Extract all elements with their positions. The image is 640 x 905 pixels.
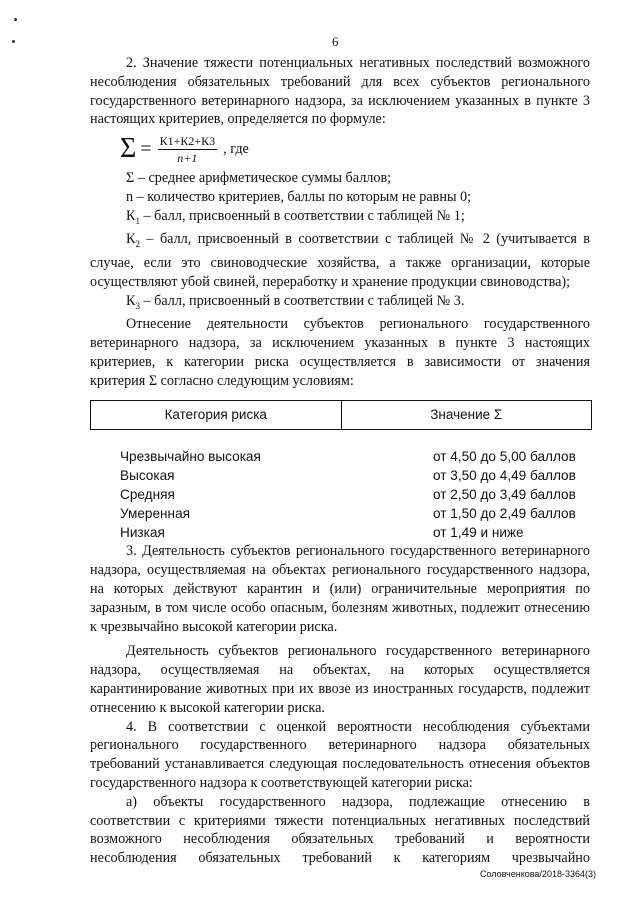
def-k1: [90, 207, 590, 231]
paragraph-4: 4. В соответствии с оценкой вероятности несоблюдения субъектами регионального государственного ветеринарного надзора обязательных требований устанавливается следующая последовательность отнесения объектов государственного надзора к соответствующей категории риска:: [90, 718, 590, 791]
category-name: Средняя: [120, 487, 175, 503]
paragraph-3: 3. Деятельность субъектов регионального государственного ветеринарного надзора, осуществляемая на объектах регионального государственного надзора, на которых действуют карантин и (или) ограничительные мероприятия по заразным, в том числе особо опасным, болезням животных, подлежит отнесению к чрезвычайно высокой категории риска.: [90, 543, 590, 635]
list-item: [120, 505, 585, 524]
k2-subscript: 2: [135, 239, 140, 250]
formula-equals: =: [140, 137, 152, 160]
scan-speck: [14, 18, 17, 21]
formula: [90, 129, 590, 169]
k3-text: – балл, присвоенный в соответствии с таблицей № 3.: [139, 292, 465, 309]
document-footer-code: Соловченкова/2018-3364(3): [480, 869, 596, 879]
scan-speck: [12, 40, 15, 43]
paragraph-4a: а) объекты государственного надзора, подлежащие отнесению в соответствии с критериями тяжести потенциальных негативных последствий возможного несоблюдения обязательных требований и вероятности несоблюдения обязательных требований к категориям чрезвычайно: [90, 793, 590, 867]
category-name: Чрезвычайно высокая: [120, 449, 261, 465]
k2-text: – балл, присвоенный в соответствии с таблицей № 2 (учитывается в случае, если это свиноводческие хозяйства, а также организации, которые осуществляют убой свиней, переработку и хранение продукции свиноводства);: [90, 231, 590, 290]
k1-subscript: 1: [135, 215, 140, 226]
category-name: Низкая: [120, 524, 165, 540]
k3-subscript: 3: [135, 300, 140, 311]
paragraph-2: 2. Значение тяжести потенциальных негативных последствий возможного несоблюдения обязательных требований для всех субъектов регионального государственного ветеринарного надзора, за исключением указанных в пункте 3 настоящих критериев, определяется по формуле:: [90, 55, 590, 128]
formula-suffix: , где: [223, 140, 249, 157]
paragraph-3b: Деятельность субъектов регионального государственного ветеринарного надзора, осуществляемая на объектах, на которых осуществляется карантинирование животных при их ввозе из иностранных государств, подлежит отнесению к высокой категории риска.: [90, 643, 590, 716]
formula-denominator: n+1: [177, 150, 198, 165]
list-item: [120, 486, 585, 505]
category-name: Высокая: [120, 468, 175, 484]
def-k3: [90, 292, 590, 316]
table-header-value: Значение Σ: [430, 407, 503, 423]
def-sigma: Σ – среднее арифметическое суммы баллов;: [126, 170, 392, 187]
category-value: от 1,50 до 2,49 баллов: [433, 505, 576, 521]
formula-fraction: [158, 134, 218, 165]
category-value: от 3,50 до 4,49 баллов: [433, 468, 576, 484]
paragraph-assign: Отнесение деятельности субъектов регионального государственного ветеринарного надзора, за исключением указанных в пункте 3 настоящих критериев, к категории риска осуществляется в зависимости от значения критерия Σ согласно следующим условиям:: [90, 316, 590, 389]
formula-sigma: Σ: [120, 133, 137, 165]
k1-text: – балл, присвоенный в соответствии с таблицей № 1;: [139, 207, 465, 224]
table-header-category: Категория риска: [91, 401, 342, 429]
def-n: n – количество критериев, баллы по которым не равны 0;: [126, 188, 472, 205]
risk-categories-list: [90, 448, 585, 542]
category-value: от 4,50 до 5,00 баллов: [433, 449, 576, 465]
list-item: [120, 467, 585, 486]
k2-letter: К: [126, 231, 136, 248]
category-value: от 1,49 и ниже: [433, 524, 524, 540]
def-k2: [90, 230, 590, 291]
formula-numerator: К1+К2+К3: [159, 133, 216, 148]
category-value: от 2,50 до 3,49 баллов: [433, 487, 576, 503]
page-number: 6: [332, 34, 339, 49]
document-body: [90, 54, 590, 868]
k3-letter: К: [126, 292, 136, 309]
list-item: [120, 448, 585, 467]
category-name: Умеренная: [120, 505, 190, 521]
list-item: [120, 524, 585, 543]
risk-table-header: [90, 400, 592, 430]
k1-letter: К: [126, 207, 136, 224]
